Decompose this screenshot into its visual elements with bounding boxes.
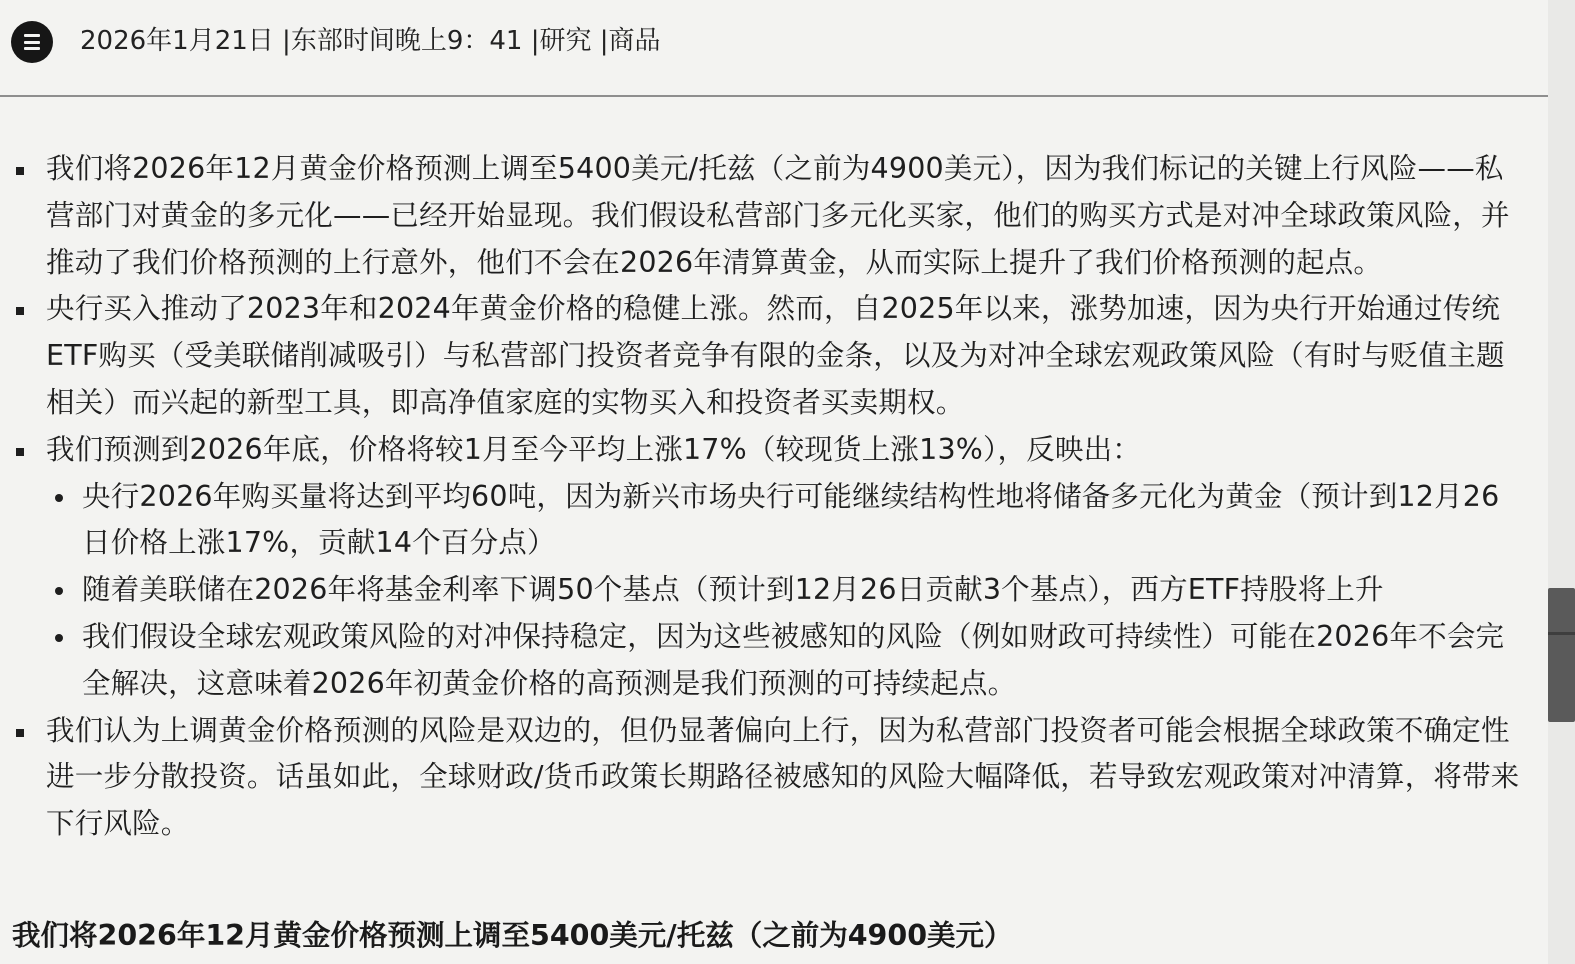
article-body <box>0 146 1520 848</box>
article-meta: 2026年1月21日 |东部时间晚上9：41 |研究 |商品 <box>80 26 661 56</box>
square-bullet-icon <box>16 167 24 175</box>
sub-point-3 <box>46 614 1520 708</box>
round-bullet-icon <box>55 494 63 502</box>
square-bullet-icon <box>16 729 24 737</box>
key-point-text: 央行买入推动了2023年和2024年黄金价格的稳健上涨。然而，自2025年以来，涨势加速，因为央行开始通过传统ETF购买（受美联储削减吸引）与私营部门投资者竞争有限的金条，以及为对冲全球宏观政策风险（有时与贬值主题相关）而兴起的新型工具，即高净值家庭的实物买入和投资者买卖期权。 <box>46 292 1505 419</box>
key-point-2 <box>0 286 1520 426</box>
sub-point-text: 我们假设全球宏观政策风险的对冲保持稳定，因为这些被感知的风险（例如财政可持续性）可能在2026年不会完全解决，这意味着2026年初黄金价格的高预测是我们预测的可持续起点。 <box>82 619 1505 700</box>
hamburger-menu-icon[interactable] <box>11 21 53 63</box>
article-header <box>0 0 1548 97</box>
key-point-text: 我们认为上调黄金价格预测的风险是双边的，但仍显著偏向上行，因为私营部门投资者可能会根据全球政策不确定性进一步分散投资。话虽如此，全球财政/货币政策长期路径被感知的风险大幅降低，若导致宏观政策对冲清算，将带来下行风险。 <box>46 713 1520 841</box>
square-bullet-icon <box>16 307 24 315</box>
sub-point-text: 央行2026年购买量将达到平均60吨，因为新兴市场央行可能继续结构性地将储备多元化为黄金（预计到12月26日价格上涨17%，贡献14个百分点） <box>82 479 1500 560</box>
key-points-list <box>0 146 1520 848</box>
round-bullet-icon <box>55 634 63 642</box>
key-point-text: 我们将2026年12月黄金价格预测上调至5400美元/托兹（之前为4900美元），因为我们标记的关键上行风险——私营部门对黄金的多元化——已经开始显现。我们假设私营部门多元化买家，他们的购买方式是对冲全球政策风险，并推动了我们价格预测的上行意外，他们不会在2026年清算黄金，从而实际上提升了我们价格预测的起点。 <box>46 152 1510 279</box>
key-point-4 <box>0 708 1520 848</box>
sub-point-1 <box>46 474 1520 568</box>
round-bullet-icon <box>55 587 63 595</box>
section-heading: 我们将2026年12月黄金价格预测上调至5400美元/托兹（之前为4900美元） <box>12 919 1013 952</box>
sub-point-text: 随着美联储在2026年将基金利率下调50个基点（预计到12月26日贡献3个基点），西方ETF持股将上升 <box>82 573 1384 607</box>
sub-point-2 <box>46 567 1520 614</box>
key-point-3 <box>0 427 1520 708</box>
key-point-1 <box>0 146 1520 286</box>
scrollbar-track[interactable] <box>1548 0 1575 964</box>
scrollbar-thumb[interactable] <box>1548 588 1575 722</box>
sub-points-list <box>46 474 1520 708</box>
key-point-text: 我们预测到2026年底，价格将较1月至今平均上涨17%（较现货上涨13%），反映出： <box>46 432 1142 466</box>
square-bullet-icon <box>16 448 24 456</box>
